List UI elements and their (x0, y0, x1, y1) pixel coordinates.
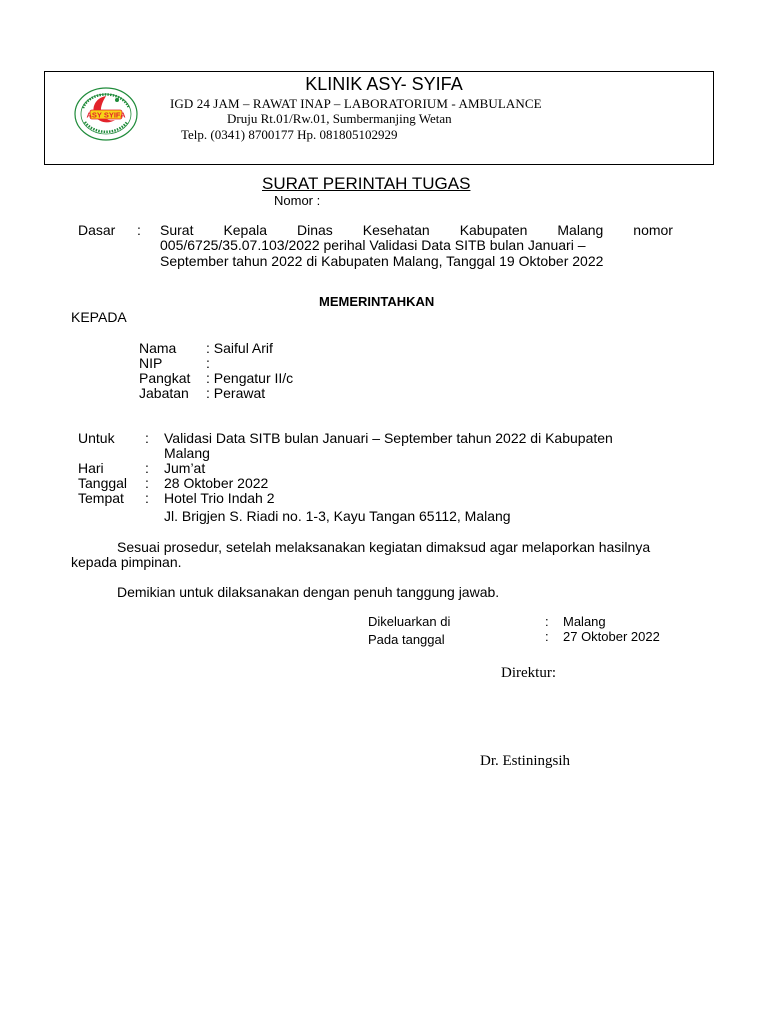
hari-label: Hari (78, 460, 104, 476)
person-pangkat-value: : Pengatur II/c (206, 370, 294, 386)
logo-text: ASY SYIFA (86, 110, 126, 120)
tempat-label: Tempat (78, 490, 124, 506)
dasar-label: Dasar (78, 222, 116, 238)
paragraph-1-line-1: Sesuai prosedur, setelah melaksanakan kegiatan dimaksud agar melaporkan hasilnya (117, 539, 651, 555)
tempat-colon: : (145, 490, 149, 506)
dasar-colon: : (137, 222, 141, 238)
dasar-word: Dinas (297, 222, 333, 238)
clinic-name: KLINIK ASY- SYIFA (305, 74, 463, 94)
untuk-colon: : (145, 430, 149, 446)
person-pangkat-label: Pangkat (139, 370, 191, 386)
clinic-logo (73, 86, 139, 142)
clinic-address: Druju Rt.01/Rw.01, Sumbermanjing Wetan (227, 111, 452, 126)
dasar-word: Kepala (223, 222, 268, 238)
tanggal-label: Tanggal (78, 475, 128, 491)
issued-date-colon: : (545, 629, 549, 644)
tempat-value-2: Jl. Brigjen S. Riadi no. 1-3, Kayu Tangan 65112, Malang (164, 508, 511, 524)
dasar-line-2: 005/6725/35.07.103/2022 perihal Validasi Data SITB bulan Januari – (160, 237, 586, 253)
signature-title: Direktur: (501, 665, 556, 681)
tempat-value-1: Hotel Trio Indah 2 (164, 490, 275, 506)
person-name-value: : Saiful Arif (206, 340, 273, 356)
issued-date-label: Pada tanggal (368, 632, 445, 647)
untuk-value-2: Malang (164, 445, 210, 461)
dasar-line-3: September tahun 2022 di Kabupaten Malang, Tanggal 19 Oktober 2022 (160, 253, 604, 269)
person-nip-value: : (206, 355, 210, 371)
tanggal-colon: : (145, 475, 149, 491)
dasar-word: Malang (557, 222, 604, 238)
issued-place-value: Malang (563, 614, 606, 629)
dasar-word: nomor (633, 222, 673, 238)
untuk-label: Untuk (78, 430, 115, 446)
dasar-word: Surat (160, 222, 194, 238)
person-jabatan-label: Jabatan (139, 385, 189, 401)
issued-place-label: Dikeluarkan di (368, 614, 451, 629)
paragraph-2: Demikian untuk dilaksanakan dengan penuh tanggung jawab. (117, 584, 500, 600)
person-jabatan-value: : Perawat (206, 385, 266, 401)
document-number: Nomor : (274, 193, 321, 208)
person-nip-label: NIP (139, 355, 163, 371)
memerintahkan-heading: MEMERINTAHKAN (319, 294, 435, 309)
untuk-value-1: Validasi Data SITB bulan Januari – September tahun 2022 di Kabupaten (164, 430, 613, 446)
dasar-word: Kabupaten (459, 222, 528, 238)
dasar-word: Kesehatan (362, 222, 430, 238)
hari-value: Jum’at (164, 460, 206, 476)
person-name-label: Nama (139, 340, 177, 356)
clinic-phone: Telp. (0341) 8700177 Hp. 081805102929 (181, 127, 398, 142)
dasar-line-1 (160, 222, 673, 238)
kepada-label: KEPADA (71, 309, 127, 325)
paragraph-1-line-2: kepada pimpinan. (71, 554, 182, 570)
clinic-services: IGD 24 JAM – RAWAT INAP – LABORATORIUM - AMBULANCE (170, 96, 542, 111)
signature-name: Dr. Estiningsih (480, 753, 571, 769)
document-title: SURAT PERINTAH TUGAS (262, 174, 471, 193)
issued-date-value: 27 Oktober 2022 (563, 629, 660, 644)
issued-place-colon: : (545, 614, 549, 629)
hari-colon: : (145, 460, 149, 476)
tanggal-value: 28 Oktober 2022 (164, 475, 269, 491)
